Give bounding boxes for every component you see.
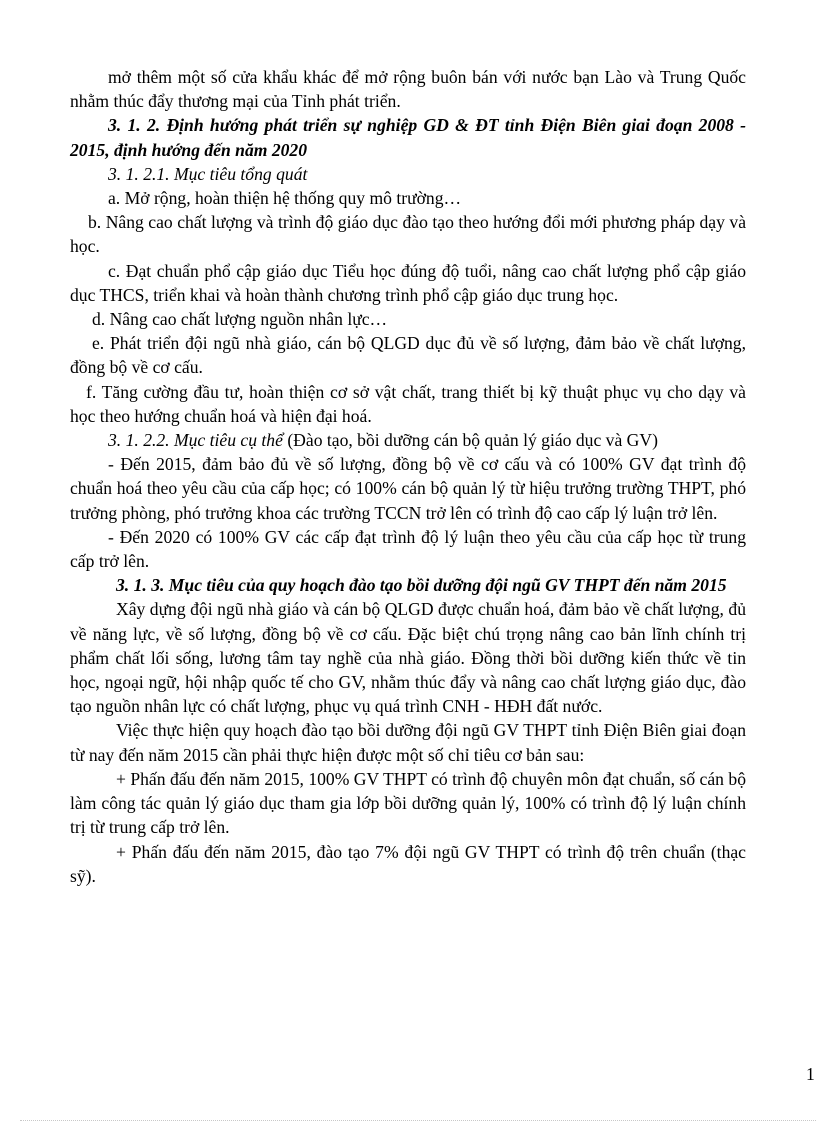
list-item-a: a. Mở rộng, hoàn thiện hệ thống quy mô trường… [108,188,462,209]
heading-3-1-2: 3. 1. 2. Định hướng phát triển sự nghiệp GD & ĐT tỉnh Điện Biên giai đoạn 2008 - 2015, định hướng đến năm 2020 [70,115,746,160]
paragraph-xay-dung: Xây dựng đội ngũ nhà giáo và cán bộ QLGD được chuẩn hoá, đảm bảo về chất lượng, đủ về năng lực, về số lượng, đồng bộ về cơ cấu. Đặc biệt chú trọng nâng cao bản lĩnh chính trị phẩm chất lối sống, lương tâm tay nghề của nhà giáo. Đồng thời bồi dưỡng kiến thức về tin học, ngoại ngữ, hội nhập quốc tế cho GV, nhằm thúc đẩy và nâng cao chất lượng giáo dục, đào tạo nguồn nhân lực có chất lượng, phục vụ quá trình CNH - HĐH đất nước. [70,599,746,717]
heading-3-1-2-2-title: 3. 1. 2.2. Mục tiêu cụ thể [108,430,283,451]
footer-divider [20,1120,816,1121]
list-item-c: c. Đạt chuẩn phổ cập giáo dục Tiểu học đúng độ tuổi, nâng cao chất lượng phổ cập giáo dục THCS, triển khai và hoàn thành chương trình phổ cập giáo dục trung học. [70,260,746,305]
heading-3-1-2-2-note: (Đào tạo, bồi dưỡng cán bộ quản lý giáo dục và GV) [282,430,658,451]
list-item-e: e. Phát triển đội ngũ nhà giáo, cán bộ QLGD dục đủ về số lượng, đảm bảo về chất lượng, đồng bộ về cơ cấu. [70,333,746,378]
plus-item-1: + Phấn đấu đến năm 2015, 100% GV THPT có trình độ chuyên môn đạt chuẩn, số cán bộ làm công tác quản lý giáo dục tham gia lớp bồi dưỡng quản lý, 100% có trình độ lý luận chính trị từ trung cấp trở lên. [70,768,746,838]
list-item-b: b. Nâng cao chất lượng và trình độ giáo dục đào tạo theo hướng đổi mới phương pháp dạy và học. [70,212,746,257]
heading-3-1-3: 3. 1. 3. Mục tiêu của quy hoạch đào tạo bồi dưỡng đội ngũ GV THPT đến năm 2015 [116,575,727,596]
dash-item-2020: - Đến 2020 có 100% GV các cấp đạt trình độ lý luận theo yêu cầu của cấp học từ trung cấp trở lên. [70,526,746,572]
list-item-d: d. Nâng cao chất lượng nguồn nhân lực… [92,309,388,330]
paragraph-viec-thuc-hien: Việc thực hiện quy hoạch đào tạo bồi dưỡng đội ngũ GV THPT tỉnh Điện Biên giai đoạn từ nay đến năm 2015 cần phải thực hiện được một số chỉ tiêu cơ bản sau: [70,720,746,765]
page-content [70,65,746,888]
paragraph-trade: mở thêm một số cửa khẩu khác để mở rộng buôn bán với nước bạn Lào và Trung Quốc nhằm thúc đẩy thương mại của Tỉnh phát triển. [70,67,746,112]
list-item-f: f. Tăng cường đầu tư, hoàn thiện cơ sở vật chất, trang thiết bị kỹ thuật phục vụ cho dạy và học theo hướng chuẩn hoá và hiện đại hoá. [70,381,746,426]
plus-item-2: + Phấn đấu đến năm 2015, đào tạo 7% đội ngũ GV THPT có trình độ trên chuẩn (thạc sỹ). [70,841,746,886]
dash-item-2015: - Đến 2015, đảm bảo đủ về số lượng, đồng bộ về cơ cấu và có 100% GV đạt trình độ chuẩn hoá theo yêu cầu của cấp học; có 100% cán bộ quản lý từ hiệu trưởng trường THPT, phó trưởng phòng, phó trưởng khoa các trường TCCN trở lên có trình độ cao cấp lý luận trở lên. [70,454,746,523]
page-number: 1 [806,1064,815,1084]
heading-3-1-2-2 [70,428,746,452]
heading-3-1-2-1: 3. 1. 2.1. Mục tiêu tổng quát [108,163,308,184]
